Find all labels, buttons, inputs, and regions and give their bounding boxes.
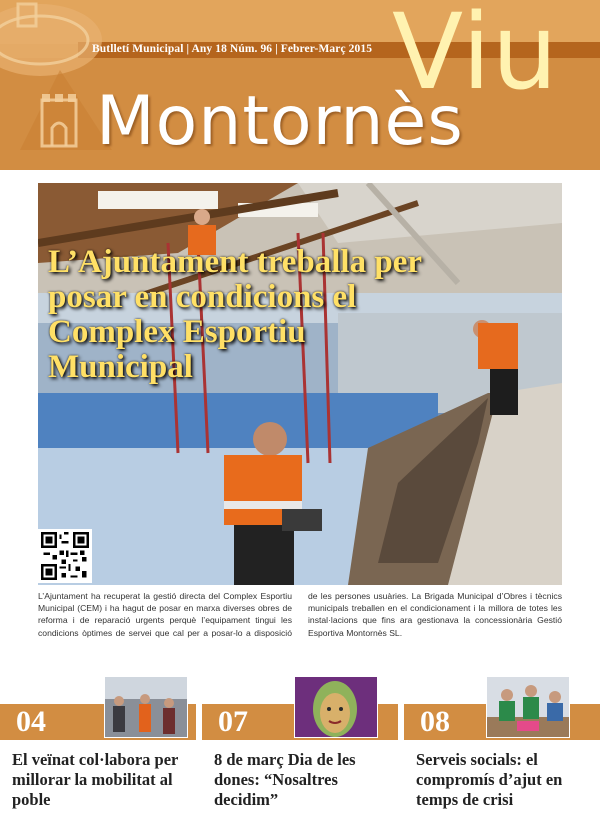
teaser-thumbnail (294, 676, 378, 738)
teaser-dia-dones[interactable] (202, 668, 398, 836)
teaser-mobilitat[interactable] (0, 668, 196, 836)
masthead (0, 0, 600, 170)
people-street-photo (105, 677, 188, 738)
qr-code[interactable] (38, 529, 92, 583)
logo-montornes: Montornès (96, 82, 464, 161)
teaser-thumbnail (104, 676, 188, 738)
teaser-title: 8 de març Dia de les dones: “Nosaltres decidim” (214, 750, 356, 809)
teaser-title: El veïnat col·labora per millorar la mobilitat al poble (12, 750, 179, 809)
qr-code-icon (41, 532, 89, 580)
logo-viu: Viu (392, 0, 559, 113)
teaser-serveis-socials[interactable] (404, 668, 600, 836)
cover-headline: L’Ajuntament treballa per posar en condicions el Complex Esportiu Municipal (48, 244, 422, 385)
woman-illustration-icon (295, 677, 378, 738)
cover-intro-text: L’Ajuntament ha recuperat la gestió directa del Complex Esportiu Municipal (CEM) i ha hagut de posar en marxa diverses obres de reforma i de reparació urgents perquè l’equipament tingui les condicions òptimes de servei que cal per a posar-lo a disposició de les persones usuàries. La Brigada Municipal d’Obres i tècnics municipals treballen en el condicionament i la millora de totes les instal·lacions que fins ara gestionava la concessionària Gestió Esportiva Montornès SL. (38, 591, 562, 638)
teaser-title: Serveis socials: el compromís d’ajut en temps de crisi (416, 750, 563, 809)
teaser-page-number: 04 (16, 705, 46, 738)
teaser-thumbnail (486, 676, 570, 738)
cover-photo (38, 183, 562, 585)
teaser-page-number: 07 (218, 705, 248, 738)
teaser-page-number: 08 (420, 705, 450, 738)
volunteers-photo (487, 677, 570, 738)
issue-info: Butlletí Municipal | Any 18 Núm. 96 | Febrer-Març 2015 (92, 43, 373, 55)
